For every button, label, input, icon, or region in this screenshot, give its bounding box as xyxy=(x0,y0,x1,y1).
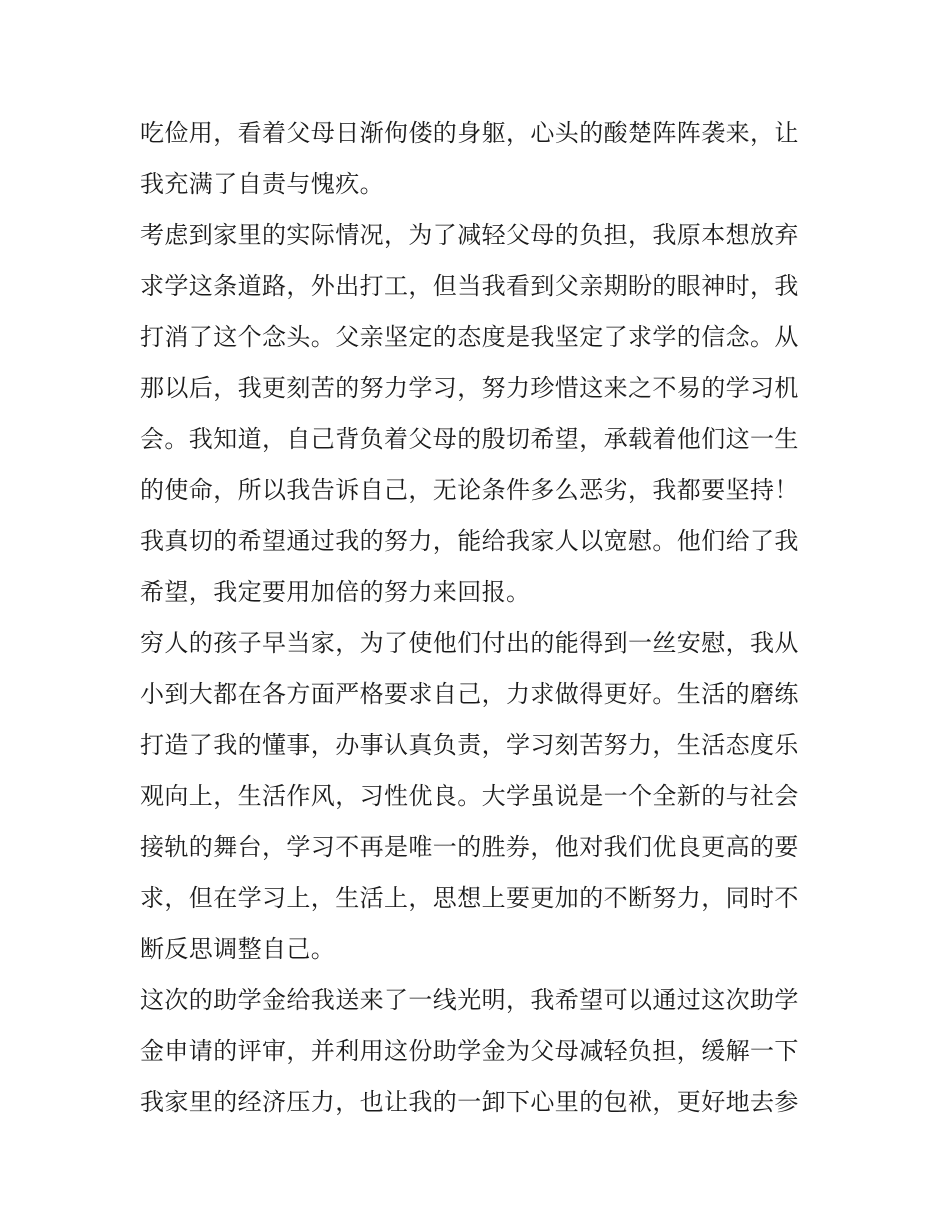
text-line: 观向上，生活作风，习性优良。大学虽说是一个全新的与社会 xyxy=(140,782,799,810)
text-line: 我家里的经济压力，也让我的一卸下心里的包袱，更好地去参 xyxy=(140,1088,799,1116)
text-line: 的使命，所以我告诉自己，无论条件多么恶劣，我都要坚持！ xyxy=(140,476,799,504)
text-line: 希望，我定要用加倍的努力来回报。 xyxy=(140,578,531,606)
text-line: 考虑到家里的实际情况，为了减轻父母的负担，我原本想放弃 xyxy=(140,221,799,249)
text-line: 打消了这个念头。父亲坚定的态度是我坚定了求学的信念。从 xyxy=(140,323,799,351)
text-line: 我充满了自责与愧疚。 xyxy=(140,170,384,198)
text-line: 打造了我的懂事，办事认真负责，学习刻苦努力，生活态度乐 xyxy=(140,731,799,759)
text-line: 求学这条道路，外出打工，但当我看到父亲期盼的眼神时，我 xyxy=(140,272,799,300)
text-line: 会。我知道，自己背负着父母的殷切希望，承载着他们这一生 xyxy=(140,425,799,453)
text-line: 吃俭用，看着父母日渐佝偻的身躯，心头的酸楚阵阵袭来，让 xyxy=(140,119,799,147)
text-line: 断反思调整自己。 xyxy=(140,935,336,963)
text-line: 那以后，我更刻苦的努力学习，努力珍惜这来之不易的学习机 xyxy=(140,374,799,402)
text-line: 金申请的评审，并利用这份助学金为父母减轻负担，缓解一下 xyxy=(140,1037,799,1065)
text-line: 我真切的希望通过我的努力，能给我家人以宽慰。他们给了我 xyxy=(140,527,799,555)
text-line: 求，但在学习上，生活上，思想上要更加的不断努力，同时不 xyxy=(140,884,799,912)
text-line: 接轨的舞台，学习不再是唯一的胜券，他对我们优良更高的要 xyxy=(140,833,799,861)
text-line: 小到大都在各方面严格要求自己，力求做得更好。生活的磨练 xyxy=(140,680,799,708)
body-text xyxy=(140,108,812,1128)
text-line: 穷人的孩子早当家，为了使他们付出的能得到一丝安慰，我从 xyxy=(140,629,799,657)
text-line: 这次的助学金给我送来了一线光明，我希望可以通过这次助学 xyxy=(140,986,799,1014)
